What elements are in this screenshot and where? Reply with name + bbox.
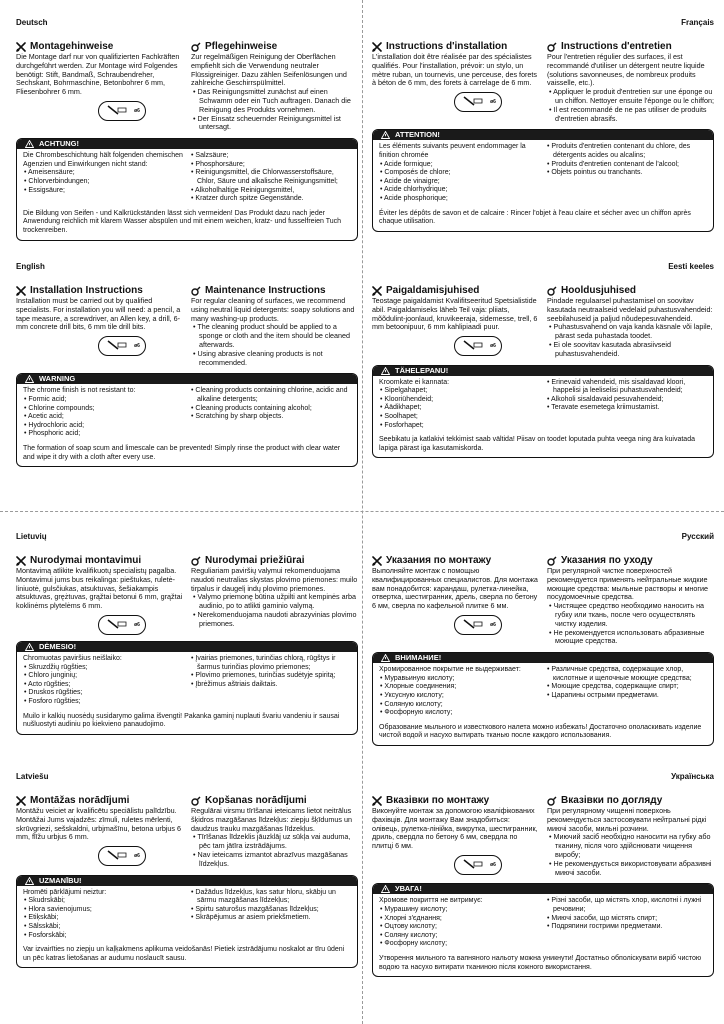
list-item: • Соляную кислоту; — [379, 701, 540, 710]
installation-text: L'installation doit être réalisée par des spécialistes qualifiés. Pour l'installation, prévoir: un stylo, un mètre ruban, un tournevis, une perceuse, des forets à béton de 6 mm, des forets à carrelage de 6 mm. — [372, 52, 538, 88]
drill-icon — [460, 858, 490, 872]
cleaning-drop-icon — [191, 42, 201, 52]
warning-label: ВНИМАНИЕ! — [395, 653, 442, 663]
drill-size-label: ø6 — [490, 99, 496, 106]
language-label: Eesti keeles — [668, 262, 714, 271]
warning-list-left — [23, 664, 184, 707]
warning-bar — [17, 139, 357, 149]
list-item: • Фосфорную кислоту; — [379, 709, 540, 718]
language-section-de — [16, 18, 358, 241]
list-item: • Nerekomenduojama naudoti abrazyvinias plovimo priemones. — [191, 611, 358, 629]
vertical-cut-line — [362, 0, 363, 1024]
list-item: • Фосфорну кислоту; — [379, 940, 540, 949]
care-column — [191, 795, 358, 869]
language-label: Latviešu — [16, 772, 49, 781]
list-item: • Äädikhapet; — [379, 404, 540, 413]
warning-list-right — [190, 152, 351, 204]
installation-text: Die Montage darf nur von qualifizierten Fachkräften durchgeführt werden. Zur Montage wird Folgendes benötigt: Stift, Bandmaß, Schraubendreher, Sechskant, Bohrmaschine, Betonbohrer 6 mm, Fliesenbohrer 6 mm. — [16, 52, 180, 97]
installation-column — [372, 795, 539, 877]
list-item: • Das Reinigungsmittel zunächst auf einen Schwamm oder ein Tuch auftragen. Danach die Reinigung des Produkts vornehmen. — [191, 88, 358, 114]
installation-title: Montagehinweise — [30, 41, 114, 52]
warning-body — [373, 894, 713, 976]
warning-box — [16, 373, 358, 467]
list-item: • Dažādus līdzekļus, kas satur hloru, skābju un sārmu mazgāšanas līdzekļus; — [190, 889, 351, 906]
list-item: • Різні засоби, що містять хлор, кислотні і лужні речовини; — [546, 897, 707, 914]
list-item: • Sipelgahapet; — [379, 387, 540, 396]
list-item: • Ameisensäure; — [23, 169, 184, 178]
list-item: • Моющие средства, содержащие спирт; — [546, 683, 707, 692]
drill-size-label: ø6 — [490, 621, 496, 628]
care-column — [191, 285, 358, 367]
language-section-uk — [372, 772, 714, 977]
installation-title: Instructions d'installation — [386, 41, 508, 52]
warning-footer: Образование мыльного и известкового налета можно избежать! Достаточно ополаскивать изделие чистой водой и насухо вытирать тканью после каждого использования. — [379, 723, 702, 740]
drill-bit-illustration — [98, 846, 146, 866]
list-item: • Чистящее средство необходимо наносить на губку или ткань, после чего осуществлять чистку изделия. — [547, 602, 714, 628]
care-list — [547, 88, 714, 123]
list-item: • Chloro junginių; — [23, 672, 184, 681]
list-item: • Acto rūgšties; — [23, 681, 184, 690]
warning-bar — [17, 642, 357, 652]
list-item: • Puhastusvahend on vaja kanda käsnale või lapile, pärast seda puhastada toodet. — [547, 323, 714, 341]
list-item: • Using abrasive cleaning products is not recommended. — [191, 350, 358, 368]
drill-size-label: ø6 — [134, 621, 140, 628]
drill-icon — [104, 339, 134, 353]
list-item: • Hydrochloric acid; — [23, 422, 184, 431]
warning-list-right — [546, 897, 707, 949]
list-item: • Не рекомендується використовувати абразивні миючі засоби. — [547, 860, 714, 878]
list-item: • Der Einsatz scheuernder Reinigungsmittel ist untersagt. — [191, 115, 358, 133]
list-item: • Skrāpējumus ar asiem priekšmetiem. — [190, 914, 351, 923]
warning-bar — [373, 366, 713, 376]
care-column — [191, 555, 358, 635]
care-text: При регулярному чищенні поверхонь рекомендується застосовувати нейтральні рідкі миючі засоби, мильні розчини. — [547, 806, 707, 833]
list-item: • Skruzdžių rūgšties; — [23, 664, 184, 673]
list-item: • Acide chlorhydrique; — [379, 186, 540, 195]
list-item: • Chlorverbindungen; — [23, 178, 184, 187]
drill-icon — [104, 104, 134, 118]
list-item: • Produits d'entretien contenant du chlore, des détergents acides ou alcalins; — [546, 143, 707, 160]
installation-column — [16, 555, 183, 635]
warning-intro: Die Chrombeschichtung hält folgenden chemischen Agenzien und Einwirkungen nicht stand: — [23, 152, 183, 168]
list-item: • Cleaning products containing chlorine, acidic and alkaline detergents; — [190, 387, 351, 404]
care-column — [191, 41, 358, 132]
list-item: • Skudrskābi; — [23, 897, 184, 906]
list-item: • Sālsskābi; — [23, 923, 184, 932]
warning-list-right — [190, 387, 351, 439]
warning-bar — [373, 884, 713, 894]
drill-icon — [104, 618, 134, 632]
warning-box — [372, 883, 714, 977]
warning-intro: Kroomkate ei kannata: — [379, 378, 450, 386]
warning-triangle-icon — [25, 375, 34, 383]
warning-list-right — [546, 379, 707, 431]
list-item: • Уксусную кислоту; — [379, 692, 540, 701]
warning-footer: The formation of soap scum and limescale can be prevented! Simply rinse the product with clear water and wipe it dry with a cloth after every use. — [23, 444, 341, 461]
warning-label: DĖMESIO! — [39, 641, 77, 651]
warning-bar — [373, 653, 713, 663]
warning-label: TÄHELEPANU! — [395, 365, 449, 375]
cleaning-drop-icon — [191, 796, 201, 806]
installation-text: Выполняйте монтаж с помощью квалифицированных специалистов. Для монтажа вам понадобится: карандаш, рулетка-линейка, отвертка, шестигранник, дрель, сверла по бетону 6 мм, сверла по кафельной плитке 6 мм. — [372, 566, 538, 611]
installation-text: Installation must be carried out by qualified specialists. For installation you will need: a pencil, a tape measure, a screwdriver, an Allen key, a drill, 6-mm concrete drill bits, 6 mm tile drill bits. — [16, 296, 181, 332]
care-title: Instructions d'entretien — [561, 41, 672, 52]
care-column — [547, 555, 714, 646]
list-item: • Cleaning products containing alcohol; — [190, 405, 351, 414]
care-title: Вказівки по догляду — [561, 795, 663, 806]
installation-title: Указания по монтажу — [386, 555, 492, 566]
list-item: • Etiķskābi; — [23, 914, 184, 923]
list-item: • Миючий засіб необхідно наносити на губку або тканину, після чого здійснювати чищення виробу; — [547, 833, 714, 859]
list-item: • Įbrėžimus aštriais daiktais. — [190, 681, 351, 690]
warning-footer: Éviter les dépôts de savon et de calcaire : Rincer l'objet à l'eau claire et sécher avec un chiffon après chaque utilisation. — [379, 209, 691, 226]
warning-list-right — [546, 143, 707, 203]
care-text: Zur regelmäßigen Reinigung der Oberflächen empfiehlt sich die Verwendung neutraler Flüssigreiniger. Dazu zählen Seifenlösungen und zahlreiche Geschirrspülmittel. — [191, 52, 347, 88]
list-item: • Соляну кислоту; — [379, 932, 540, 941]
warning-box — [372, 652, 714, 746]
care-text: Pindade regulaarsel puhastamisel on soovitav kasutada neutraalseid vedelaid puhastusvahendeid: seebilahuseid ja paljud nõudepesuvahendeid. — [547, 296, 713, 323]
warning-footer: Var izvairīties no ziepju un kaļķakmens aplikuma veidošanās! Pietiek izstrādājumu noskalot ar tīru ūdeni un pēc katras lietošanas ar audumu noslaucīt sausu. — [23, 946, 345, 962]
care-title: Nurodymai priežiūrai — [205, 555, 305, 566]
warning-intro: Hromēti pārklājumi neiztur: — [23, 888, 107, 896]
list-item: • Il est recommandé de ne pas utiliser de produits d'entretien abrasifs. — [547, 106, 714, 124]
warning-label: ACHTUNG! — [39, 139, 79, 149]
installation-text: Виконуйте монтаж за допомогою кваліфікованих фахівців. Для монтажу Вам знадобиться: олівець, рулетка-лінійка, викрутка, шестигранник, дриль, свердла по бетону 6 мм, свердла по плитці 6 мм. — [372, 806, 538, 851]
list-item: • Tīrīšanas līdzeklis jāuzklāj uz sūkļa vai auduma, pēc tam jātīra izstrādājums. — [191, 833, 358, 851]
warning-triangle-icon — [25, 877, 34, 885]
list-item: • Alkoholi sisaldavaid pesuvahendeid; — [546, 396, 707, 405]
drill-icon — [460, 618, 490, 632]
tools-icon — [16, 42, 26, 52]
cleaning-drop-icon — [547, 286, 557, 296]
warning-list-left — [23, 169, 184, 195]
care-list — [547, 323, 714, 358]
care-list — [191, 323, 358, 367]
list-item: • Хлорні з'єднання; — [379, 915, 540, 924]
warning-box — [372, 365, 714, 459]
warning-list-left — [23, 396, 184, 439]
warning-list-left — [379, 161, 540, 204]
warning-label: UZMANĪBU! — [39, 875, 82, 885]
care-title: Указания по уходу — [561, 555, 653, 566]
care-title: Kopšanas norādījumi — [205, 795, 307, 806]
list-item: • Composés de chlore; — [379, 169, 540, 178]
warning-intro: Хромированное покрытие не выдерживает: — [379, 666, 521, 674]
drill-size-label: ø6 — [134, 343, 140, 350]
cleaning-drop-icon — [191, 286, 201, 296]
warning-footer: Утворення мильного та вапняного нальоту можна уникнути! Достатньо обполіскувати виріб чистою водою та насухо витирати тканиною після кожного використання. — [379, 954, 702, 971]
drill-bit-illustration — [454, 615, 502, 635]
drill-bit-illustration — [98, 615, 146, 635]
care-title: Pflegehinweise — [205, 41, 278, 52]
drill-bit-illustration — [98, 101, 146, 121]
drill-bit-illustration — [454, 855, 502, 875]
language-label: Русский — [681, 532, 714, 541]
warning-bar — [373, 130, 713, 140]
care-text: Pour l'entretien régulier des surfaces, il est recommandé d'utiliser un détergent neutre liquide (solutions savonneuses, de nombreux produits vaisselle, etc.). — [547, 52, 705, 88]
care-column — [547, 285, 714, 359]
drill-bit-illustration — [454, 336, 502, 356]
warning-triangle-icon — [25, 643, 34, 651]
warning-label: WARNING — [39, 374, 76, 384]
warning-triangle-icon — [381, 654, 390, 662]
care-column — [547, 41, 714, 123]
tools-icon — [372, 42, 382, 52]
list-item: • Klooriühendeid; — [379, 396, 540, 405]
list-item: • Chlorine compounds; — [23, 405, 184, 414]
warning-footer: Muilo ir kalkių nuosėdų susidarymo galima išvengti! Pakanka gaminį nuplauti švariu vandeniu ir sausai nušluostyti audiniu po kiekvieno panaudojimo. — [23, 712, 340, 729]
list-item: • Fosforo rūgšties; — [23, 698, 184, 707]
warning-body — [373, 376, 713, 458]
language-label: Lietuvių — [16, 532, 47, 541]
installation-column — [16, 41, 183, 132]
care-list — [191, 833, 358, 868]
list-item: • Царапины острыми предметами. — [546, 692, 707, 701]
language-section-en — [16, 262, 358, 467]
warning-triangle-icon — [381, 131, 390, 139]
list-item: • Druskos rūgšties; — [23, 689, 184, 698]
care-column — [547, 795, 714, 877]
list-item: • Phosphorsäure; — [190, 161, 351, 170]
tools-icon — [372, 556, 382, 566]
list-item: • Alkoholhaltige Reinigungsmittel, — [190, 187, 351, 196]
warning-intro: Chromuotas paviršius neišlaiko: — [23, 654, 122, 662]
drill-size-label: ø6 — [134, 853, 140, 860]
warning-triangle-icon — [25, 140, 34, 148]
warning-body — [17, 149, 357, 239]
list-item: • Produits d'entretien contenant de l'alcool; — [546, 161, 707, 170]
installation-column — [372, 41, 539, 123]
list-item: • Kratzer durch spitze Gegenstände. — [190, 195, 351, 204]
language-label: Deutsch — [16, 18, 48, 27]
tools-icon — [16, 796, 26, 806]
installation-title: Nurodymai montavimui — [30, 555, 142, 566]
care-text: Regulārai virsmu tīrīšanai ieteicams lietot neitrālus šķidros mazgāšanas līdzekļus: ziepju šķīdumus un daudzus trauku mazgāšanas līdzekļus. — [191, 806, 352, 833]
cleaning-drop-icon — [547, 556, 557, 566]
language-label: Українська — [671, 772, 714, 781]
language-section-lv — [16, 772, 358, 968]
warning-list-right — [190, 889, 351, 941]
cleaning-drop-icon — [191, 556, 201, 566]
care-text: Reguliariam paviršių valymui rekomenduojama naudoti neutralias skystas plovimo priemones: muilo tirpalus ir daugelį indų plovimo priemones. — [191, 566, 358, 593]
list-item: • Мурашину кислоту; — [379, 906, 540, 915]
warning-list-right — [190, 655, 351, 707]
list-item: • Įvairias priemones, turinčias chlorą, rūgštys ir šarmus turinčias plovimo priemones; — [190, 655, 351, 672]
list-item: • Formic acid; — [23, 396, 184, 405]
tools-icon — [372, 286, 382, 296]
list-item: • Objets pointus ou tranchants. — [546, 169, 707, 178]
installation-column — [372, 555, 539, 646]
drill-size-label: ø6 — [490, 861, 496, 868]
warning-body — [17, 652, 357, 734]
list-item: • Муравьиную кислоту; — [379, 675, 540, 684]
list-item: • Reinigungsmittel, die Chlorwasserstoffsäure, Chlor, Säure und alkalische Reinigungsmittel; — [190, 169, 351, 186]
tools-icon — [372, 796, 382, 806]
warning-body — [17, 886, 357, 968]
warning-list-left — [23, 897, 184, 940]
warning-list-right — [546, 666, 707, 718]
warning-box — [16, 875, 358, 969]
warning-footer: Seebikatu ja katlakivi tekkimist saab vältida! Piisav on toodet loputada puhta veega ning ära kuivatada lapiga pärast iga kasutamiskorda. — [379, 436, 695, 452]
drill-size-label: ø6 — [134, 107, 140, 114]
drill-size-label: ø6 — [490, 343, 496, 350]
language-section-et — [372, 262, 714, 458]
list-item: • Acide formique; — [379, 161, 540, 170]
language-section-lt — [16, 532, 358, 735]
warning-bar — [17, 374, 357, 384]
tools-icon — [16, 286, 26, 296]
warning-body — [373, 663, 713, 745]
list-item: • The cleaning product should be applied to a sponge or cloth and the item should be cleaned afterwards. — [191, 323, 358, 349]
drill-icon — [460, 339, 490, 353]
care-title: Hooldusjuhised — [561, 285, 636, 296]
list-item: • Не рекомендуется использовать абразивные моющие средства. — [547, 629, 714, 647]
installation-title: Вказівки по монтажу — [386, 795, 490, 806]
care-list — [191, 88, 358, 132]
cleaning-drop-icon — [547, 796, 557, 806]
list-item: • Essigsäure; — [23, 187, 184, 196]
list-item: • Teravate esemetega kriimustamist. — [546, 404, 707, 413]
list-item: • Acide phosphorique; — [379, 195, 540, 204]
list-item: • Plovimo priemones, turinčias sudėtyje spiritą; — [190, 672, 351, 681]
warning-bar — [17, 876, 357, 886]
language-label: Français — [681, 18, 714, 27]
list-item: • Fosforhapet; — [379, 422, 540, 431]
care-list — [191, 593, 358, 628]
list-item: • Spirtu saturošus mazgāšanas līdzekļus; — [190, 906, 351, 915]
warning-footer: Die Bildung von Seifen - und Kalkrückständen lässt sich vermeiden! Das Produkt dazu nach jeder Anwendung reichlich mit klarem Wasser abspülen und mit einem weichen, kratz- und fusselfreien Tuch trockenreiben. — [23, 209, 342, 234]
list-item: • Ei ole soovitav kasutada abrasiivseid puhastusvahendeid. — [547, 341, 714, 359]
warning-body — [373, 140, 713, 230]
installation-title: Installation Instructions — [30, 285, 143, 296]
warning-intro: Хромове покриття не витримує: — [379, 897, 483, 905]
language-section-ru — [372, 532, 714, 746]
installation-text: Teostage paigaldamist Kvalifitseeritud Spetsialistide abil. Paigaldamiseks läheb Teil vaja: pliiats, mõõdulint-joonlaud, kruvikeeraja, sidemesse, trell, 6 mm betoonipuur, 6 mm kahlipiaadi puur. — [372, 296, 538, 332]
warning-list-left — [379, 906, 540, 949]
installation-title: Paigaldamisjuhised — [386, 285, 480, 296]
horizontal-cut-line — [0, 511, 724, 512]
list-item: • Hlora savienojumus; — [23, 906, 184, 915]
list-item: • Appliquer le produit d'entretien sur une éponge ou un chiffon. Nettoyer ensuite l'éponge ou le chiffon; — [547, 88, 714, 106]
list-item: • Erinevaid vahendeid, mis sisaldavad kloori, happelisi ja leeliselisi puhastusvahendeid; — [546, 379, 707, 396]
list-item: • Valymo priemonę būtina užpilti ant kempinės arba audinio, po to atlikti gaminio valymą. — [191, 593, 358, 611]
care-list — [547, 602, 714, 646]
installation-title: Montāžas norādījumi — [30, 795, 130, 806]
warning-intro: Les éléments suivants peuvent endommager la finition chromée — [379, 143, 526, 159]
list-item: • Оцтову кислоту; — [379, 923, 540, 932]
drill-icon — [460, 95, 490, 109]
warning-box — [16, 138, 358, 240]
installation-column — [16, 795, 183, 869]
list-item: • Acide de vinaigre; — [379, 178, 540, 187]
warning-list-left — [379, 387, 540, 430]
list-item: • Scratching by sharp objects. — [190, 413, 351, 422]
drill-bit-illustration — [98, 336, 146, 356]
warning-triangle-icon — [381, 885, 390, 893]
installation-column — [372, 285, 539, 359]
list-item: • Миючі засоби, що містять спирт; — [546, 915, 707, 924]
list-item: • Acetic acid; — [23, 413, 184, 422]
drill-icon — [104, 849, 134, 863]
warning-triangle-icon — [381, 367, 390, 375]
care-list — [547, 833, 714, 877]
list-item: • Soolhapet; — [379, 413, 540, 422]
warning-list-left — [379, 675, 540, 718]
warning-box — [16, 641, 358, 735]
list-item: • Fosforskābi; — [23, 932, 184, 941]
list-item: • Различные средства, содержащие хлор, кислотные и щелочные моющие средства; — [546, 666, 707, 683]
language-label: English — [16, 262, 45, 271]
warning-label: ATTENTION! — [395, 130, 440, 140]
installation-column — [16, 285, 183, 367]
installation-text: Montavimą atlikite kvalifikuotų specialistų pagalba. Montavimui jums bus reikalinga: pieštukas, ruletė-liniuotė, gulsčiukas, atsuktuvas, šešiakampis atsuktuvas, grężtuvas, grąžtai betonui 6 mm, grąžtai koklinėms plytelėms 6 mm. — [16, 566, 183, 611]
list-item: • Nav ieteicams izmantot abrazīvus mazgāšanas līdzekļus. — [191, 851, 358, 869]
drill-bit-illustration — [454, 92, 502, 112]
list-item: • Хлорные соединения; — [379, 683, 540, 692]
tools-icon — [16, 556, 26, 566]
warning-intro: The chrome finish is not resistant to: — [23, 387, 136, 395]
care-text: При регулярной чистке поверхностей рекомендуется применять нейтральные жидкие моющие средства: мыльные растворы и многие посудомоечные средства. — [547, 566, 708, 602]
cleaning-drop-icon — [547, 42, 557, 52]
language-section-fr — [372, 18, 714, 232]
care-text: For regular cleaning of surfaces, we recommend using neutral liquid detergents: soapy solutions and many washing-up products. — [191, 296, 355, 323]
warning-box — [372, 129, 714, 231]
care-title: Maintenance Instructions — [205, 285, 326, 296]
list-item: • Подряпини гострими предметами. — [546, 923, 707, 932]
list-item: • Phosphoric acid; — [23, 430, 184, 439]
installation-text: Montāžu veiciet ar kvalificētu speciālistu palīdzību. Montāžai Jums vajadzēs: zīmuli, ruletes mērlenti, skrūvgriezi, sešskaldni, urbjmašīnu, betona urbjus 6 mm, flīžu urbjus 6 mm. — [16, 806, 181, 842]
list-item: • Salzsäure; — [190, 152, 351, 161]
warning-body — [17, 384, 357, 466]
warning-label: УВАГА! — [395, 884, 422, 894]
